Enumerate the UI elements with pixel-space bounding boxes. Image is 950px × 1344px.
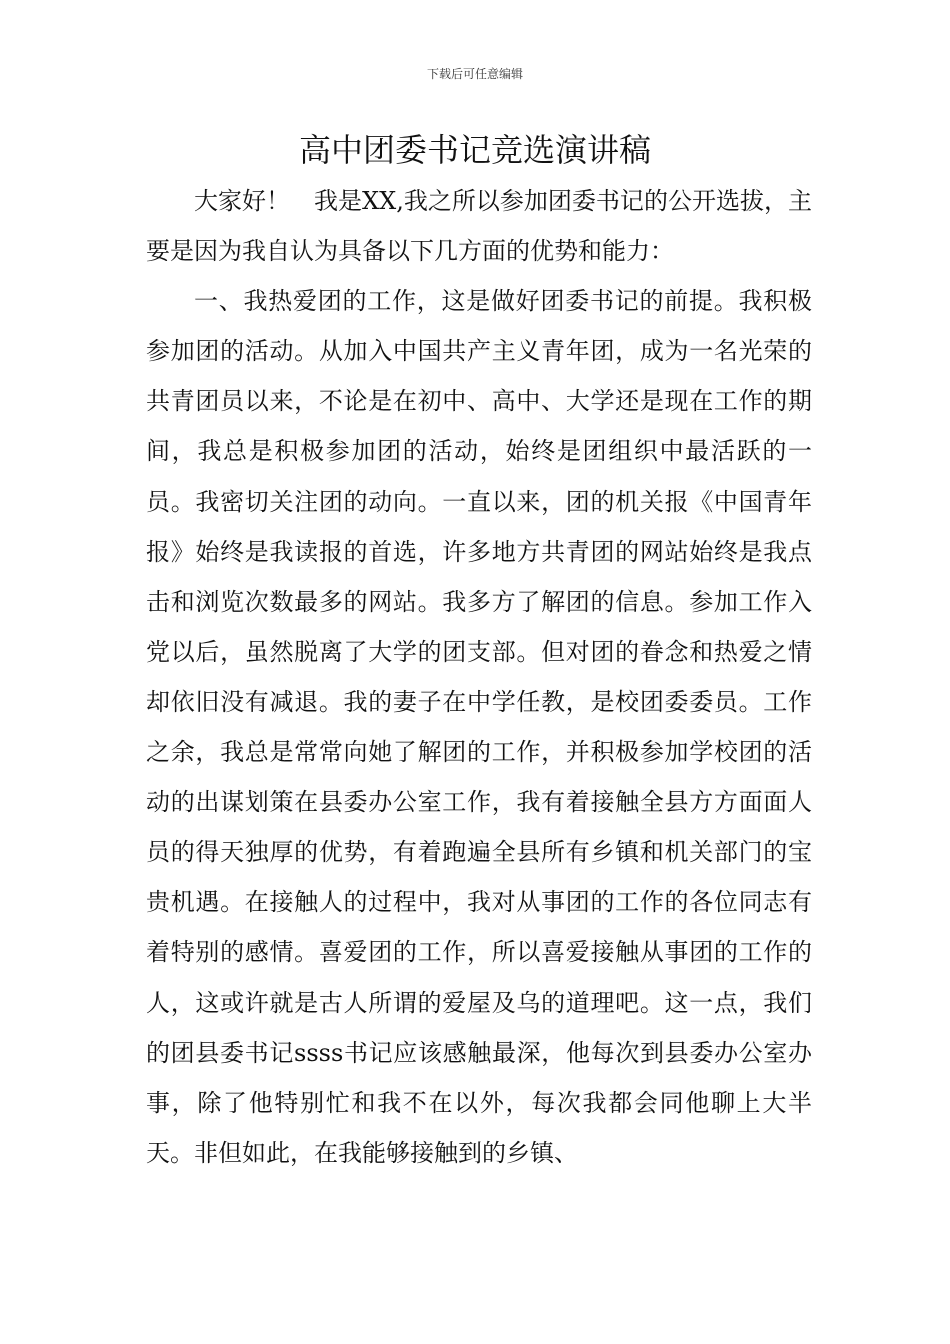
paragraph-section-one: 一、我热爱团的工作，这是做好团委书记的前提。我积极参加团的活动。从加入中国共产主义青年团，成为一名光荣的共青团员以来，不论是在初中、高中、大学还是现在工作的期间，我总是积极参加团的活动，始终是团组织中最活跃的一员。我密切关注团的动向。一直以来，团的机关报《中国青年报》始终是我读报的首选，许多地方共青团的网站始终是我点击和浏览次数最多的网站。我多方了解团的信息。参加工作入党以后，虽然脱离了大学的团支部。但对团的眷念和热爱之情却依旧没有减退。我的妻子在中学任教，是校团委委员。工作之余，我总是常常向她了解团的工作，并积极参加学校团的活动的出谋划策在县委办公室工作，我有着接触全县方方面面人员的得天独厚的优势，有着跑遍全县所有乡镇和机关部门的宝贵机遇。在接触人的过程中，我对从事团的工作的各位同志有着特别的感情。喜爱团的工作，所以喜爱接触从事团的工作的人，这或许就是古人所谓的爱屋及乌的道理吧。这一点，我们的团县委书记ssss书记应该感触最深，他每次到县委办公室办事，除了他特别忙和我不在以外，每次我都会同他聊上大半天。非但如此，在我能够接触到的乡镇、 bbox=[146, 287, 812, 1167]
paragraph-greeting: 大家好！ 我是XX,我之所以参加团委书记的公开选拔，主要是因为我自认为具备以下几方面的优势和能力： bbox=[146, 187, 812, 266]
document-body bbox=[146, 176, 812, 1178]
document-title: 高中团委书记竞选演讲稿 bbox=[298, 131, 651, 169]
header-note: 下载后可任意编辑 bbox=[426, 67, 523, 81]
